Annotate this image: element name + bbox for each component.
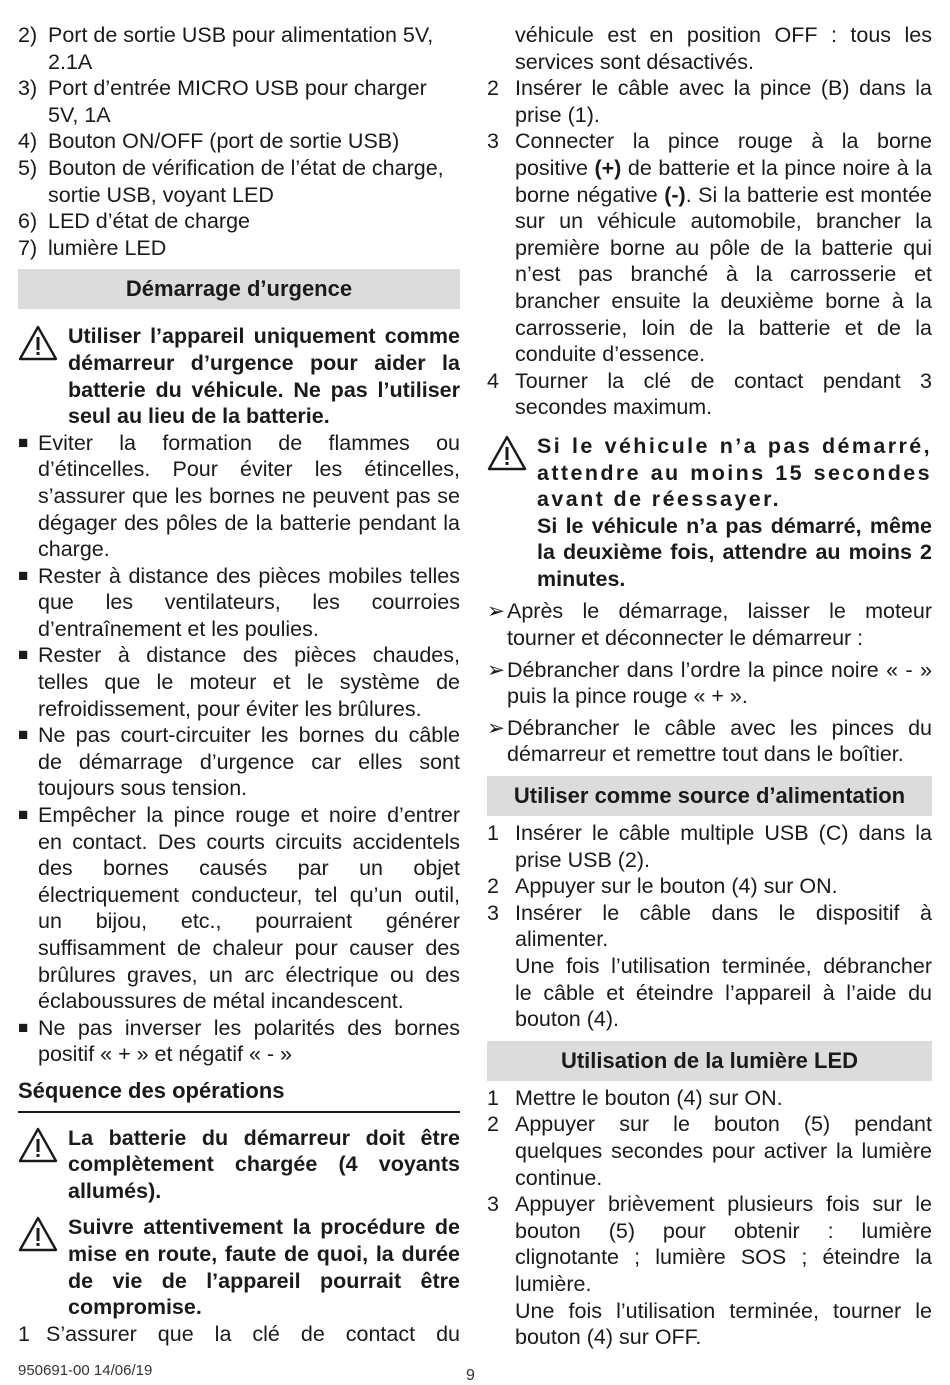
section-heading-led-light: Utilisation de la lumière LED (487, 1041, 932, 1081)
step-text: Mettre le bouton (4) sur ON. (515, 1085, 783, 1110)
step-item (487, 1085, 932, 1112)
arrow-list-item (487, 657, 932, 710)
list-item (18, 1015, 460, 1068)
step-number: 3 (487, 900, 499, 925)
step-text-continued: véhicule est en position OFF : tous les services sont désactivés. (515, 23, 932, 74)
safety-bullet-list (18, 430, 460, 1068)
note-text: Une fois l’utilisation terminée, tourner le bouton (4) sur OFF. (515, 1298, 932, 1350)
step-text: S’assurer que la clé de contact du (46, 1321, 460, 1346)
feature-text: Port de sortie USB pour alimentation 5V, 2.1A (48, 23, 434, 74)
section-heading-power-source: Utiliser comme source d’alimentation (487, 776, 932, 816)
step-item (487, 1191, 932, 1297)
list-item-text: Rester à distance des pièces chaudes, telles que le moteur et le système de refroidissement, pour éviter les brûlures. (38, 643, 460, 721)
list-item (18, 802, 460, 1015)
feature-text: LED d’état de charge (48, 209, 250, 234)
feature-text: Bouton de vérification de l’état de charge, sortie USB, voyant LED (48, 155, 444, 207)
step-item (487, 1111, 932, 1191)
feature-number: 5) (18, 155, 38, 180)
warning-text: La batterie du démarreur doit être complètement chargée (4 voyants allumés). (68, 1125, 460, 1203)
step-number: 1 (18, 1321, 30, 1346)
page-number: 9 (466, 1367, 475, 1384)
square-bullet-icon: ■ (18, 1017, 29, 1037)
arrow-list-text: Débrancher dans l’ordre la pince noire « - » puis la pince rouge « + ». (507, 657, 932, 709)
positive-terminal-symbol: (+) (594, 155, 622, 180)
feature-number: 7) (18, 235, 38, 260)
power-source-steps (487, 820, 932, 1033)
warning-triangle-icon (487, 433, 537, 593)
feature-item (18, 208, 460, 235)
feature-item (18, 128, 460, 155)
list-item (18, 430, 460, 563)
square-bullet-icon: ■ (18, 432, 29, 452)
warning-block (487, 433, 932, 593)
list-item-text: Eviter la formation de flammes ou d’étincelles. Pour éviter les étincelles, s’assurer que les bornes ne peuvent pas se dégager des pôles de la batterie pendant la charge. (38, 430, 460, 562)
feature-text: Bouton ON/OFF (port de sortie USB) (48, 129, 400, 154)
arrow-list-item (487, 715, 932, 768)
arrowhead-right-icon: ➢ (487, 657, 506, 682)
arrow-list-text: Débrancher le câble avec les pinces du démarreur et remettre tout dans le boîtier. (507, 715, 932, 767)
step-number: 2 (487, 76, 499, 101)
step-text: Appuyer brièvement plusieurs fois sur le bouton (5) pour obtenir : lumière clignotante ; lumière SOS ; éteindre la lumière. (515, 1192, 932, 1296)
list-item-text: Rester à distance des pièces mobiles telles que les ventilateurs, les courroies d’entraînement et les poulies. (38, 563, 460, 641)
step-text-part: . Si la batterie est montée sur un véhicule automobile, brancher la première borne au pôle de la batterie qui n’est pas branché à la carrosserie et brancher ensuite la deuxième borne à la carrosserie, loin de la batterie et de la conduite d’essence. (515, 182, 933, 367)
feature-item (18, 22, 460, 75)
feature-number: 6) (18, 209, 38, 234)
feature-number: 4) (18, 129, 38, 154)
square-bullet-icon: ■ (18, 565, 29, 585)
square-bullet-icon: ■ (18, 805, 29, 825)
step-text: Insérer le câble avec la pince (B) dans la prise (1). (515, 76, 932, 127)
list-item (18, 722, 460, 802)
feature-number: 2) (18, 23, 38, 47)
feature-text: lumière LED (48, 235, 167, 260)
step-item (487, 820, 932, 873)
step-text (515, 128, 932, 367)
feature-item (18, 75, 460, 128)
section-heading-emergency-start: Démarrage d’urgence (18, 269, 460, 309)
warning-triangle-icon (18, 1125, 68, 1205)
feature-text: Port d’entrée MICRO USB pour charger 5V, 1A (48, 76, 427, 127)
step-item (487, 75, 932, 128)
step-number: 3 (487, 1192, 499, 1217)
step-text: Insérer le câble multiple USB (C) dans la prise USB (2). (515, 821, 932, 872)
step-number: 1 (487, 821, 499, 846)
step-number: 2 (487, 1112, 499, 1137)
warning-text-part: Si le véhicule n’a pas démarré, attendre au moins 15 secondes avant de réessayer. (537, 433, 932, 512)
list-item-text: Ne pas inverser les polarités des bornes positif « + » et négatif « - » (38, 1015, 460, 1067)
step-text: Appuyer sur le bouton (5) pendant quelques secondes pour activer la lumière continue. (515, 1112, 932, 1190)
arrowhead-right-icon: ➢ (487, 599, 506, 624)
negative-terminal-symbol: (-) (664, 182, 686, 207)
note-text: Une fois l’utilisation terminée, débrancher le câble et éteindre l’appareil à l’aide du bouton (4). (515, 954, 932, 1032)
warning-block (18, 323, 460, 429)
warning-triangle-icon (18, 323, 68, 429)
step-item (487, 368, 932, 421)
feature-list (18, 22, 460, 261)
section-heading-sequence: Séquence des opérations (18, 1078, 460, 1113)
warning-block (18, 1125, 460, 1205)
list-item (18, 642, 460, 722)
step-text-part: Connecter la pince rouge à la borne positive (515, 129, 932, 180)
feature-item (18, 155, 460, 208)
left-column (18, 22, 460, 1347)
warning-text (537, 433, 932, 593)
right-column (487, 22, 932, 1351)
led-light-steps (487, 1085, 932, 1351)
warning-text: Utiliser l’appareil uniquement comme démarreur d’urgence pour aider la batterie du véhicule. Ne pas l’utiliser seul au lieu de la batterie. (68, 324, 460, 429)
arrow-list (487, 598, 932, 768)
arrow-list-item (487, 598, 932, 651)
step-item (487, 873, 932, 900)
arrow-list-text: Après le démarrage, laisser le moteur tourner et déconnecter le démarreur : (507, 599, 932, 651)
step-item (487, 128, 932, 367)
step-number: 1 (487, 1085, 499, 1110)
step-number: 2 (487, 874, 499, 899)
feature-number: 3) (18, 76, 38, 101)
step-item (18, 1321, 460, 1348)
step-text: Insérer le câble dans le dispositif à alimenter. (515, 900, 932, 952)
warning-text: Suivre attentivement la procédure de mise en route, faute de quoi, la durée de vie de l’appareil pourrait être compromise. (68, 1215, 460, 1320)
step-number: 3 (487, 129, 499, 154)
list-item-text: Ne pas court-circuiter les bornes du câble de démarrage d’urgence car elles sont toujours sous tension. (38, 723, 460, 801)
warning-triangle-icon (18, 1214, 68, 1320)
square-bullet-icon: ■ (18, 645, 29, 665)
step-text-part: de batterie et la pince noire à la borne négative (515, 155, 932, 207)
step-text: Appuyer sur le bouton (4) sur ON. (515, 874, 838, 899)
step-text: Tourner la clé de contact pendant 3 secondes maximum. (515, 368, 932, 420)
arrowhead-right-icon: ➢ (487, 715, 506, 740)
warning-block (18, 1214, 460, 1320)
feature-item (18, 235, 460, 262)
list-item-text: Empêcher la pince rouge et noire d’entrer en contact. Des courts circuits accidentels des bornes causés par un objet électriquement conducteur, tel qu’un outil, un bijou, etc., pourraient générer suffisamment de chaleur pour causer des brûlures graves, un arc électrique ou des éclaboussures de métal incandescent. (38, 803, 460, 1014)
step-number: 4 (487, 368, 499, 393)
square-bullet-icon: ■ (18, 725, 29, 745)
document-reference: 950691-00 14/06/19 (18, 1362, 153, 1379)
warning-text-part: Si le véhicule n’a pas démarré, même la deuxième fois, attendre au moins 2 minutes. (537, 513, 932, 591)
step-item (487, 900, 932, 953)
list-item (18, 563, 460, 643)
